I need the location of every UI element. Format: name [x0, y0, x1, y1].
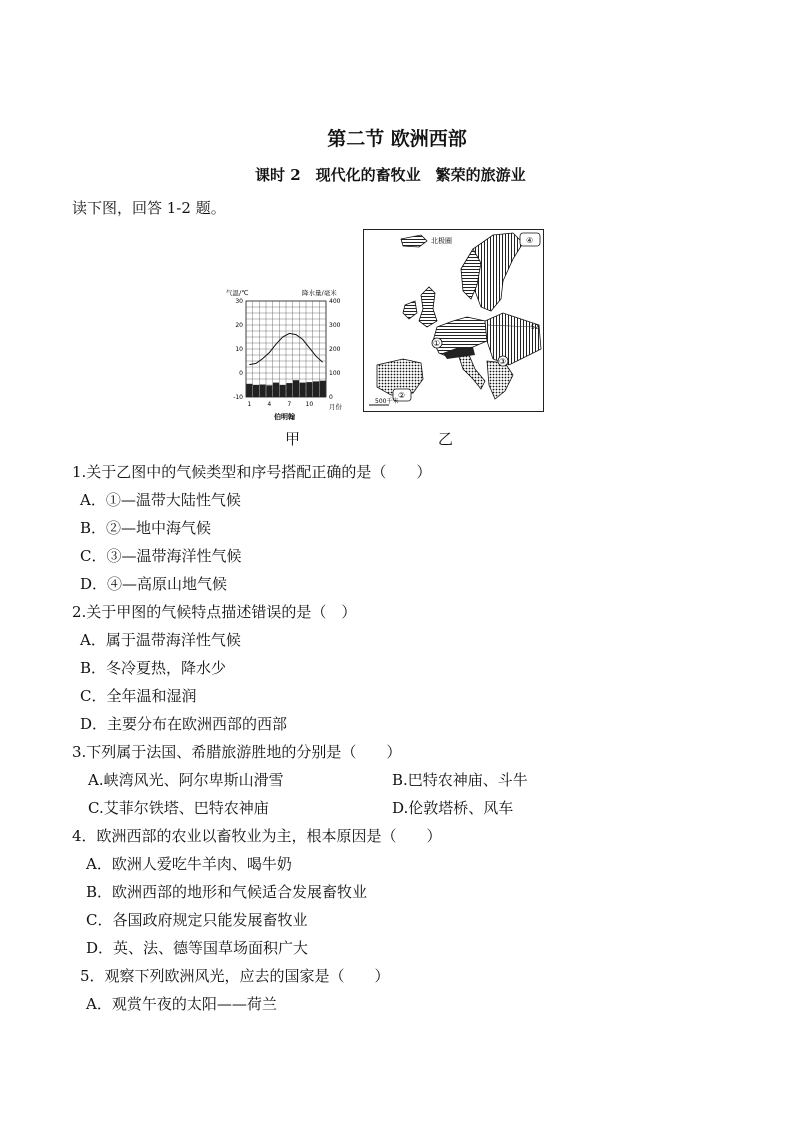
precip-bar [320, 381, 326, 397]
svg-text:③: ③ [499, 357, 507, 366]
question-1-option-b: B．②—地中海气候 [80, 519, 212, 537]
svg-text:①: ① [433, 339, 441, 348]
precip-bar [273, 383, 279, 397]
question-2-stem: 2.关于甲图的气候特点描述错误的是（ ） [72, 603, 357, 621]
svg-text:②: ② [398, 391, 406, 400]
right-tick-label: 300 [329, 322, 341, 329]
arctic-circle-label: 北极圈 [431, 237, 452, 245]
x-ticks [247, 401, 313, 408]
precip-bar [306, 382, 312, 397]
question-3-stem: 3.下列属于法国、希腊旅游胜地的分别是（ ） [72, 743, 402, 761]
question-5-option-a: A．观赏午夜的太阳——荷兰 [86, 995, 277, 1013]
question-4-stem: 4．欧洲西部的农业以畜牧业为主，根本原因是（ ） [72, 827, 442, 845]
latitude-label: 52 [531, 324, 539, 331]
left-tick-label: 30 [235, 298, 243, 305]
left-tick-label: 10 [235, 346, 243, 353]
question-5-stem: 5．观察下列欧洲风光，应去的国家是（ ） [80, 967, 390, 985]
x-tick-label: 4 [267, 401, 272, 408]
intro-text: 读下图，回答 1-2 题。 [72, 199, 226, 217]
marker-4 [520, 233, 540, 246]
left-axis-label: 气温/℃ [226, 289, 249, 297]
question-4-option-d: D．英、法、德等国草场面积广大 [86, 939, 309, 957]
question-3-option-d: D.伦敦塔桥、风车 [392, 799, 514, 817]
right-tick-label: 100 [329, 370, 341, 377]
question-4-option-b: B．欧洲西部的地形和气候适合发展畜牧业 [86, 883, 368, 901]
right-axis-label: 降水量/毫米 [302, 289, 337, 297]
precip-bar [246, 384, 252, 397]
question-2-option-d: D．主要分布在欧洲西部的西部 [80, 715, 288, 733]
question-2-option-b: B．冬冷夏热，降水少 [80, 659, 227, 677]
precip-bar [313, 381, 319, 397]
precip-bar [253, 385, 259, 397]
question-2-option-c: C．全年温和湿润 [80, 687, 197, 705]
marker-3 [498, 356, 508, 366]
question-3-option-a: A.峡湾风光、阿尔卑斯山滑雪 [88, 771, 284, 789]
scale-label: 500千米 [375, 398, 399, 405]
left-tick-label: 20 [235, 322, 243, 329]
station-name: 伯明翰 [274, 413, 295, 421]
question-4-option-a: A．欧洲人爱吃牛羊肉、喝牛奶 [86, 855, 292, 873]
figure-caption-jia: 甲 [285, 430, 301, 448]
precip-bar [286, 383, 292, 397]
precip-bar [280, 385, 286, 397]
question-2-option-a: A．属于温带海洋性气候 [80, 631, 241, 649]
page-title: 第二节 欧洲西部 [327, 128, 467, 150]
marker-1 [432, 338, 442, 348]
question-3-option-b: B.巴特农神庙、斗牛 [392, 771, 528, 789]
question-1-option-d: D．④—高原山地气候 [80, 575, 228, 593]
precip-bar [293, 380, 299, 397]
left-tick-label: 0 [239, 370, 243, 377]
question-1-option-a: A．①—温带大陆性气候 [80, 491, 241, 509]
right-tick-label: 200 [329, 346, 341, 353]
right-tick-label: 400 [329, 298, 341, 305]
x-unit: 月份 [329, 403, 342, 411]
right-tick-label: 0 [329, 394, 333, 401]
precip-bar [260, 385, 266, 397]
precip-bar [266, 385, 272, 397]
x-tick-label: 10 [305, 401, 314, 408]
question-1-option-c: C．③—温带海洋性气候 [80, 547, 242, 565]
question-3-option-c: C.艾菲尔铁塔、巴特农神庙 [88, 799, 269, 817]
europe-map [363, 229, 544, 412]
svg-text:④: ④ [526, 236, 534, 245]
left-tick-label: -10 [233, 394, 243, 401]
precip-bar [300, 383, 306, 397]
question-1-stem: 1.关于乙图中的气候类型和序号搭配正确的是（ ） [72, 463, 432, 481]
climate-chart [222, 283, 354, 423]
question-4-option-c: C．各国政府规定只能发展畜牧业 [86, 911, 308, 929]
lesson-subtitle: 课时 2 现代化的畜牧业 繁荣的旅游业 [255, 166, 526, 184]
figure-caption-yi: 乙 [438, 430, 454, 448]
x-tick-label: 1 [247, 401, 252, 408]
right-ticks [329, 298, 341, 401]
plot-area [246, 301, 326, 397]
x-tick-label: 7 [287, 401, 292, 408]
left-ticks [233, 298, 243, 401]
